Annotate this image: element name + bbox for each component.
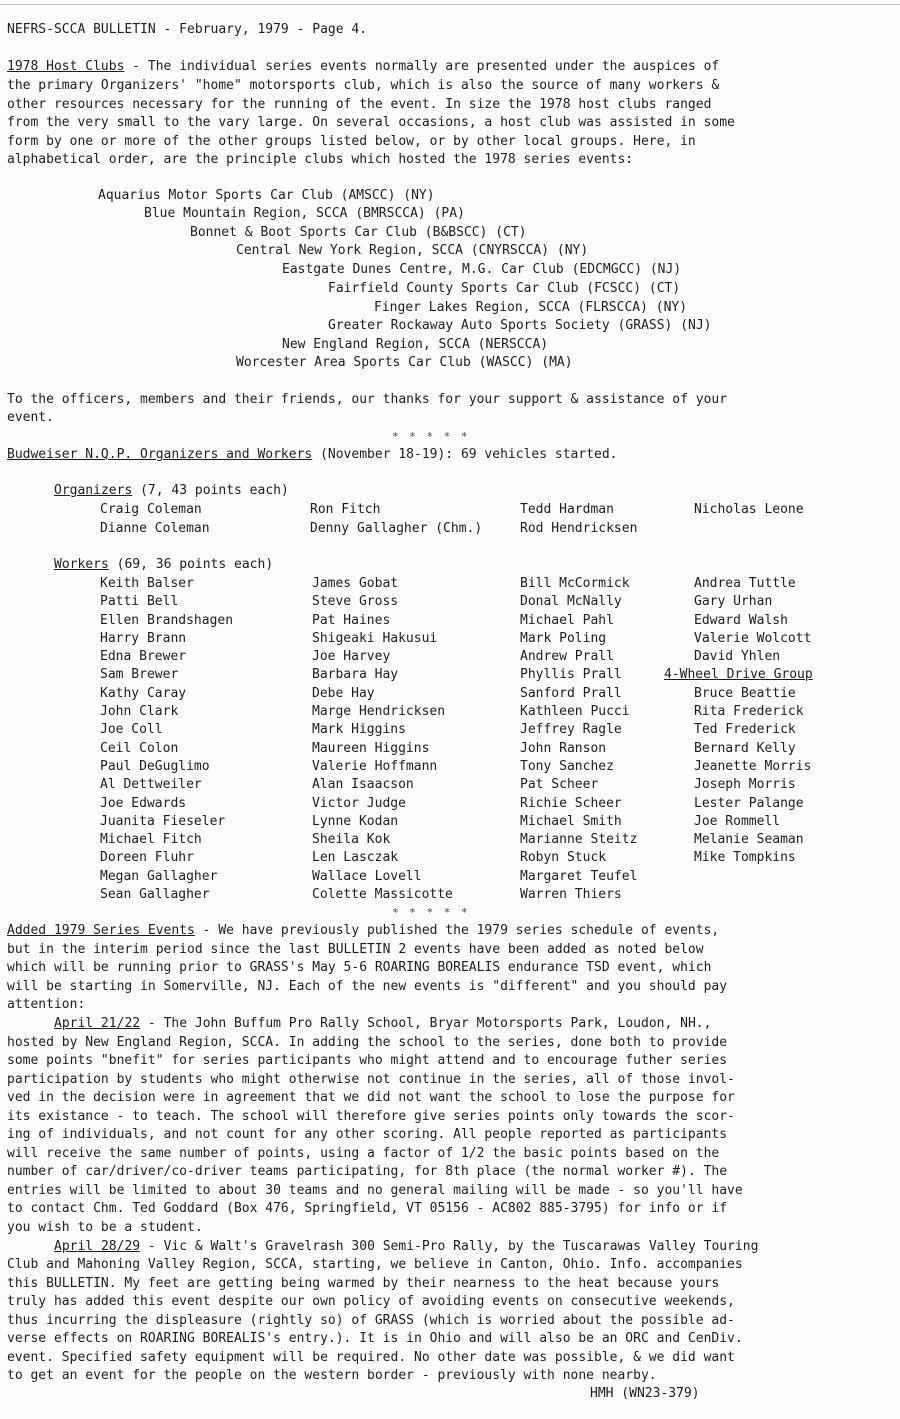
april28-line: Club and Mahoning Valley Region, SCCA, starting, we believe in Canton, Ohio. Info. accompanies [7,1257,743,1272]
worker-name: Warren Thiers [520,887,622,903]
budweiser-heading: Budweiser N.Q.P. Organizers and Workers [7,447,313,462]
club-entry: Eastgate Dunes Centre, M.G. Car Club (EDCMGCC) (NJ) [282,262,682,277]
april21-line: ing of individuals, and not count for any other scoring. All people reported as participants [7,1127,728,1142]
worker-name: Ellen Brandshagen [100,612,234,628]
worker-name: David Yhlen [694,649,781,665]
worker-name: Mark Higgins [312,722,406,738]
worker-name: John Ranson [520,740,607,756]
worker-name: Maureen Higgins [312,740,430,756]
worker-name: Len Lasczak [312,850,399,866]
worker-name: Bernard Kelly [694,740,796,756]
worker-name: Sam Brewer [100,667,179,683]
workers-heading-line: Workers (69, 36 points each) [54,557,274,572]
worker-name: Juanita Fieseler [100,813,226,829]
worker-name: Marge Hendricksen [312,704,446,720]
worker-name: Andrew Prall [520,649,614,665]
worker-name: Margaret Teufel [520,868,638,884]
organizer-name: Rod Hendricksen [520,521,638,536]
added-events-line-1: Added 1979 Series Events - We have previously published the 1979 series schedule of events, [7,923,720,938]
worker-name: Edna Brewer [100,649,187,665]
april21-line: hosted by New England Region, SCCA. In adding the school to the series, done both to provide [7,1035,728,1050]
section-separator: * * * * * [392,430,470,443]
organizer-name: Dianne Coleman [100,521,210,536]
section-separator: * * * * * [392,906,470,919]
worker-name: Joe Harvey [312,649,391,665]
club-entry: Finger Lakes Region, SCCA (FLRSCCA) (NY) [374,300,688,315]
worker-name: Sheila Kok [312,832,391,848]
four-wheel-drive-heading: 4-Wheel Drive Group [664,667,813,683]
worker-name: Melanie Seaman [694,832,804,848]
april28-line-1: April 28/29 - Vic & Walt's Gravelrash 300 Semi-Pro Rally, by the Tuscarawas Valley Touring [54,1239,759,1254]
added-events-line-3: which will be running prior to GRASS's May 5-6 ROARING BOREALIS endurance TSD event, which [7,960,712,975]
thanks-line-1: To the officers, members and their friends, our thanks for your support & assistance of your [7,392,728,407]
worker-name: Jeanette Morris [694,758,812,774]
worker-name: Joseph Morris [694,777,796,793]
worker-name: Ted Frederick [694,722,796,738]
april28-line: this BULLETIN. My feet are getting being warmed by their nearness to the heat because yours [7,1276,720,1291]
organizer-name: Denny Gallagher (Chm.) [310,521,483,536]
worker-name: Valerie Hoffmann [312,758,438,774]
worker-name: Lynne Kodan [312,813,399,829]
thanks-line-2: event. [7,410,54,425]
april21-line: its existance - to teach. The school will therefore give series points only towards the scor- [7,1109,735,1124]
april28-line: to get an event for the people on the western border - previously with none nearby. [7,1368,657,1383]
worker-name: John Clark [100,704,179,720]
worker-name: Megan Gallagher [100,868,218,884]
april28-line: verse effects on ROARING BOREALIS's entry.). It is in Ohio and will also be an ORC and CenDiv. [7,1331,743,1346]
worker-name: Sanford Prall [520,685,622,701]
host-clubs-line-2: the primary Organizers' "home" motorsports club, which is also the source of many workers & [7,78,720,93]
page-edge-rule [0,4,900,5]
worker-name: Sean Gallagher [100,887,210,903]
club-entry: Blue Mountain Region, SCCA (BMRSCCA) (PA) [144,206,465,221]
april21-line: number of car/driver/co-driver teams participating, for 8th place (the normal worker #). The [7,1164,728,1179]
club-entry: Worcester Area Sports Car Club (WASCC) (MA) [236,355,573,370]
april28-line: event. Specified safety equipment will be required. No other date was possible, & we did want [7,1350,735,1365]
worker-name: Donal McNally [520,594,622,610]
workers-column-2 [312,575,453,904]
april21-line: you wish to be a student. [7,1220,203,1235]
organizer-name: Tedd Hardman [520,502,614,517]
worker-name: Keith Balser [100,576,194,591]
april21-line: will receive the same number of points, using a factor of 1/2 the basic points based on the [7,1146,720,1161]
host-clubs-line-1: 1978 Host Clubs - The individual series events normally are presented under the auspices of [7,59,720,74]
host-clubs-heading: 1978 Host Clubs [7,59,125,74]
worker-name: Paul DeGuglimo [100,758,210,774]
worker-name: Andrea Tuttle [694,576,796,591]
worker-name: Kathleen Pucci [520,704,630,720]
worker-name: Lester Palange [694,795,804,811]
april21-label: April 21/22 [54,1016,141,1031]
worker-name: Barbara Hay [312,667,399,683]
organizer-name: Craig Coleman [100,502,202,517]
club-entry: New England Region, SCCA (NERSCCA) [282,337,549,352]
added-events-line-5: attention: [7,997,86,1012]
worker-name: James Gobat [312,576,399,591]
workers-column-1 [100,575,233,904]
worker-name: Michael Smith [520,813,622,829]
added-events-line-2: but in the interim period since the last BULLETIN 2 events have been added as noted below [7,942,704,957]
club-entry: Fairfield County Sports Car Club (FCSCC) (CT) [328,281,681,296]
worker-name: Victor Judge [312,795,406,811]
club-entry: Bonnet & Boot Sports Car Club (B&BSCC) (CT) [190,225,527,240]
workers-label: Workers [54,557,109,572]
april21-line: entries will be limited to about 30 teams and no general mailing will be made - so you'll have [7,1183,743,1198]
organizer-name: Nicholas Leone [694,502,804,517]
worker-name: Alan Isaacson [312,777,414,793]
worker-name: Pat Scheer [520,777,599,793]
organizer-name: Ron Fitch [310,502,381,517]
worker-name: Debe Hay [312,685,375,701]
added-events-heading: Added 1979 Series Events [7,923,195,938]
worker-name: Ceil Colon [100,740,179,756]
worker-name: Robyn Stuck [520,850,607,866]
worker-name: Harry Brann [100,630,187,646]
worker-name: Al Dettweiler [100,777,202,793]
club-entry: Aquarius Motor Sports Car Club (AMSCC) (NY) [98,188,435,203]
worker-name: Michael Pahl [520,612,614,628]
april21-line-1: April 21/22 - The John Buffum Pro Rally School, Bryar Motorsports Park, Loudon, NH., [54,1016,712,1031]
club-entry: Greater Rockaway Auto Sports Society (GRASS) (NJ) [328,318,712,333]
organizers-heading-line: Organizers (7, 43 points each) [54,483,289,498]
worker-name: Mike Tompkins [694,850,796,866]
worker-name: Edward Walsh [694,612,788,628]
worker-name: Bill McCormick [520,576,630,591]
added-events-line-4: will be starting in Somerville, NJ. Each of the new events is "different" and you should pay [7,979,728,994]
host-clubs-line-6: alphabetical order, are the principle clubs which hosted the 1978 series events: [7,152,634,167]
worker-name: Shigeaki Hakusui [312,630,438,646]
april21-line: participation by students who might otherwise not continue in the series, all of those invol- [7,1072,735,1087]
worker-name: Joe Edwards [100,795,187,811]
april28-label: April 28/29 [54,1239,141,1254]
worker-name: Mark Poling [520,630,607,646]
host-clubs-line-4: from the very small to the vary large. On several occasions, a host club was assisted in some [7,115,735,130]
worker-name: Michael Fitch [100,832,202,848]
worker-name: Patti Bell [100,594,179,610]
worker-name: Gary Urhan [694,594,773,610]
host-clubs-line-5: form by one or more of the other groups listed below, or by other local groups. Here, in [7,134,696,149]
worker-name: Rita Frederick [694,704,804,720]
author-signature: HMH (WN23-379) [590,1386,700,1401]
worker-name: Joe Rommell [694,813,781,829]
worker-name: Valerie Wolcott [694,630,812,646]
workers-column-3 [520,575,637,904]
worker-name: Doreen Fluhr [100,850,194,866]
worker-name: Tony Sanchez [520,758,614,774]
worker-name: Wallace Lovell [312,868,422,884]
april21-line: some points "bnefit" for series participants who might attend and to encourage futher series [7,1053,728,1068]
worker-name: Bruce Beattie [694,685,796,701]
host-clubs-line-3: other resources necessary for the running of the event. In size the 1978 host clubs ranged [7,97,712,112]
budweiser-heading-line: Budweiser N.Q.P. Organizers and Workers (November 18-19): 69 vehicles started. [7,447,618,462]
april21-line: to contact Chm. Ted Goddard (Box 476, Springfield, VT 05156 - AC802 885-3795) for info or if [7,1201,728,1216]
organizers-label: Organizers [54,483,133,498]
april28-line: thus incurring the displeasure (rightly so) of GRASS (which is worried about the possible ad- [7,1313,735,1328]
workers-column-4 [664,575,813,868]
worker-name: Marianne Steitz [520,832,638,848]
worker-name: Colette Massicotte [312,887,453,903]
page-header: NEFRS-SCCA BULLETIN - February, 1979 - Page 4. [7,22,368,37]
worker-name: Phyllis Prall [520,667,622,683]
worker-name: Richie Scheer [520,795,622,811]
worker-name: Jeffrey Ragle [520,722,622,738]
worker-name: Pat Haines [312,612,391,628]
april21-line: ved in the decision were in agreement that we did not want the school to lose the purpose for [7,1090,735,1105]
worker-name: Steve Gross [312,594,399,610]
worker-name: Kathy Caray [100,685,187,701]
worker-name: Joe Coll [100,722,163,738]
april28-line: truly has added this event despite our own policy of avoiding events on consecutive weekends, [7,1294,735,1309]
club-entry: Central New York Region, SCCA (CNYRSCCA) (NY) [236,243,589,258]
